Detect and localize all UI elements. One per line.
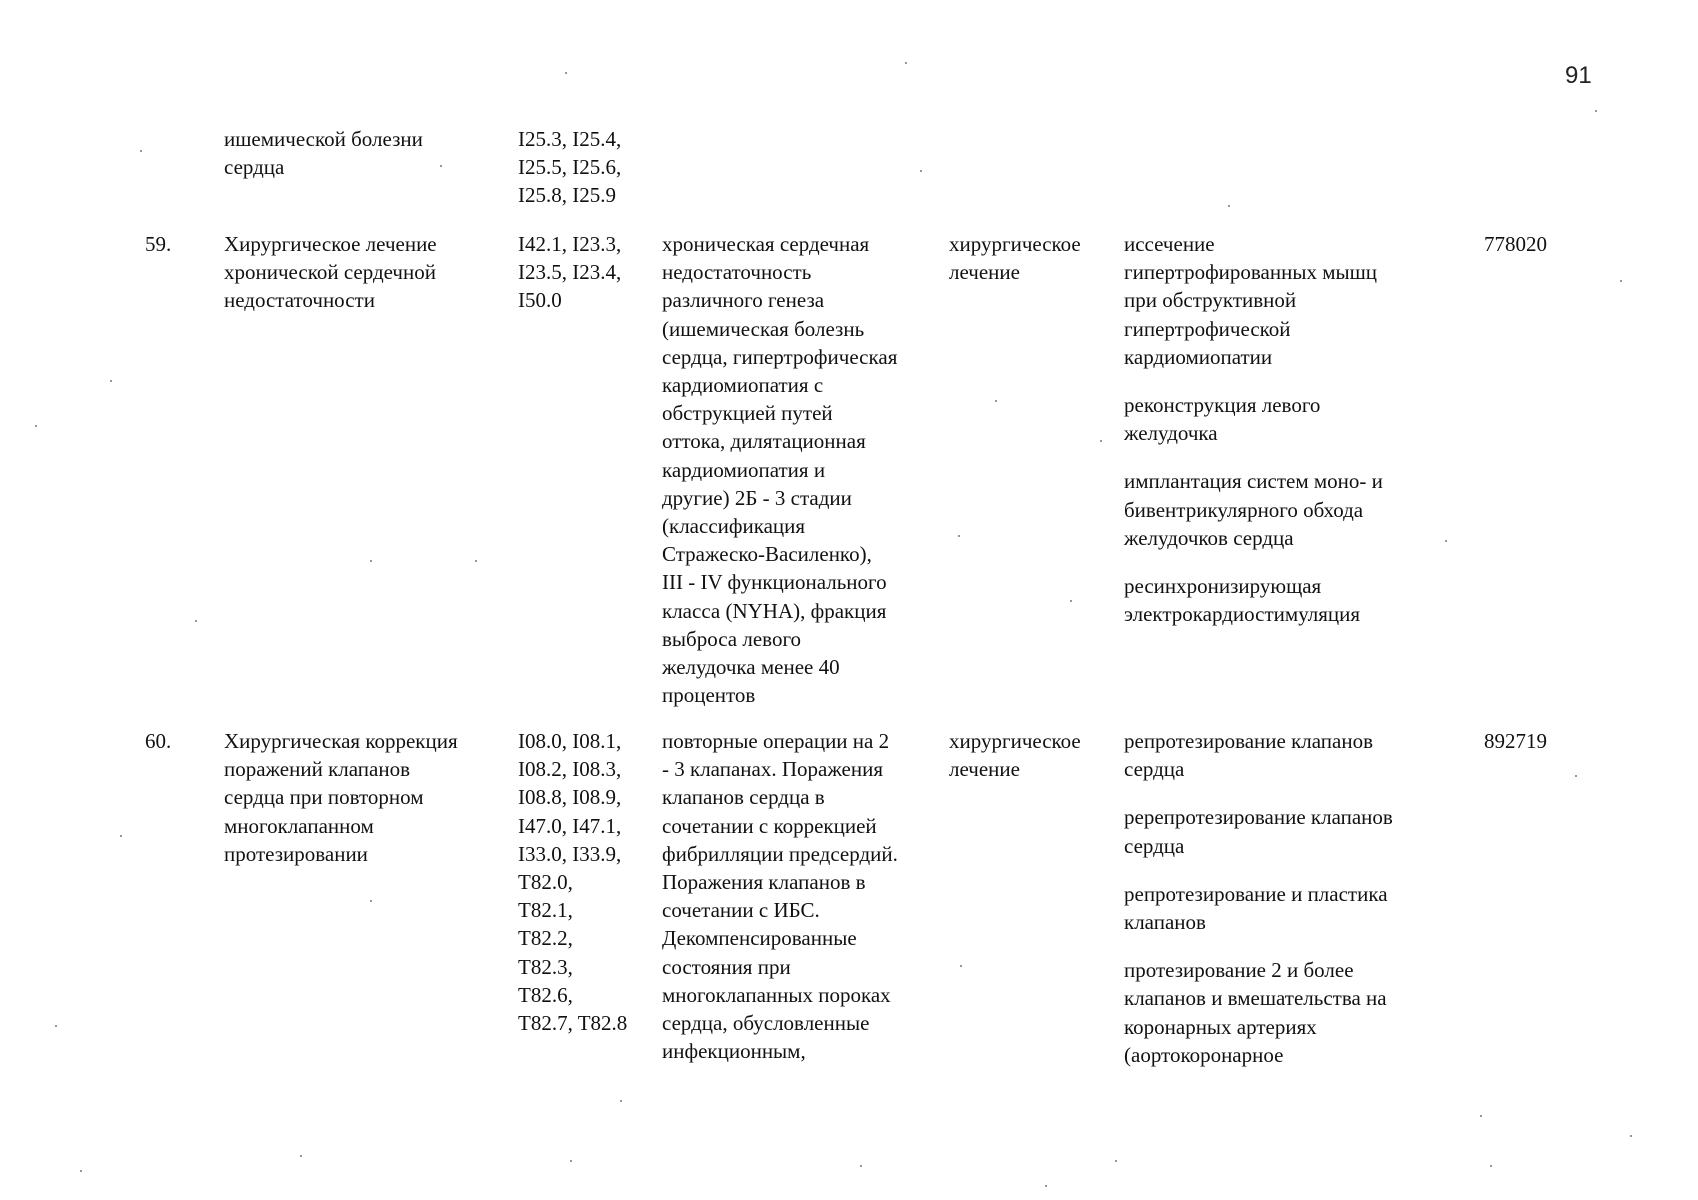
row-treatment-type: хирургическое лечение — [949, 729, 1081, 782]
row-patient-model: хроническая сердечная недостаточность различного генеза (ишемическая болезнь сердца, гипертрофическая кардиомиопатия с обструкцией путей оттока, дилятационная кардиомиопатия и другие) 2Б - 3 стадии (классификация Стражеско-Василенко), III - IV функционального класса (NYHA), фракция выброса левого желудочка менее 40 процентов — [662, 232, 898, 708]
row-cost: 892719 — [1484, 729, 1547, 753]
row-number: 59. — [145, 232, 172, 256]
method-item: протезирование 2 и более клапанов и вмешательства на коронарных артериях (аортокоронарное — [1124, 958, 1387, 1067]
row-name: Хирургическая коррекция поражений клапанов сердца при повторном многоклапанном протезировании — [224, 729, 458, 866]
method-item: имплантация систем моно- и бивентрикулярного обхода желудочков сердца — [1124, 469, 1383, 550]
method-item: реконструкция левого желудочка — [1124, 393, 1321, 446]
row-codes: I42.1, I23.3, I23.5, I23.4, I50.0 — [518, 232, 622, 313]
method-item: иссечение гипертрофированных мышц при обструктивной гипертрофической кардиомиопатии — [1124, 232, 1378, 369]
row-methods — [1124, 727, 1454, 1089]
continuation-codes: I25.3, I25.4, I25.5, I25.6, I25.8, I25.9 — [518, 127, 622, 208]
row-methods — [1124, 230, 1454, 648]
row-name: Хирургическое лечение хронической сердечной недостаточности — [224, 232, 437, 313]
row-patient-model: повторные операции на 2 - 3 клапанах. Поражения клапанов сердца в сочетании с коррекцией фибрилляции предсердий. Поражения клапанов в сочетании с ИБС. Декомпенсированные состояния при многоклапанных пороках сердца, обусловленные инфекционным, — [662, 729, 898, 1064]
row-number: 60. — [145, 729, 172, 753]
method-item: ресинхронизирующая электрокардиостимуляция — [1124, 574, 1361, 627]
row-codes: I08.0, I08.1, I08.2, I08.3, I08.8, I08.9, I47.0, I47.1, I33.0, I33.9, T82.0, T82.1, T82.2, T82.3, T82.6, T82.7, T82.8 — [518, 729, 628, 1036]
page-number: 91 — [1565, 62, 1592, 89]
row-treatment-type: хирургическое лечение — [949, 232, 1081, 285]
method-item: репротезирование клапанов сердца — [1124, 729, 1374, 782]
method-item: репротезирование и пластика клапанов — [1124, 881, 1388, 935]
continuation-name: ишемической болезни сердца — [224, 127, 423, 180]
method-item: ререпротезирование клапанов сердца — [1124, 805, 1393, 858]
row-cost: 778020 — [1484, 232, 1547, 256]
